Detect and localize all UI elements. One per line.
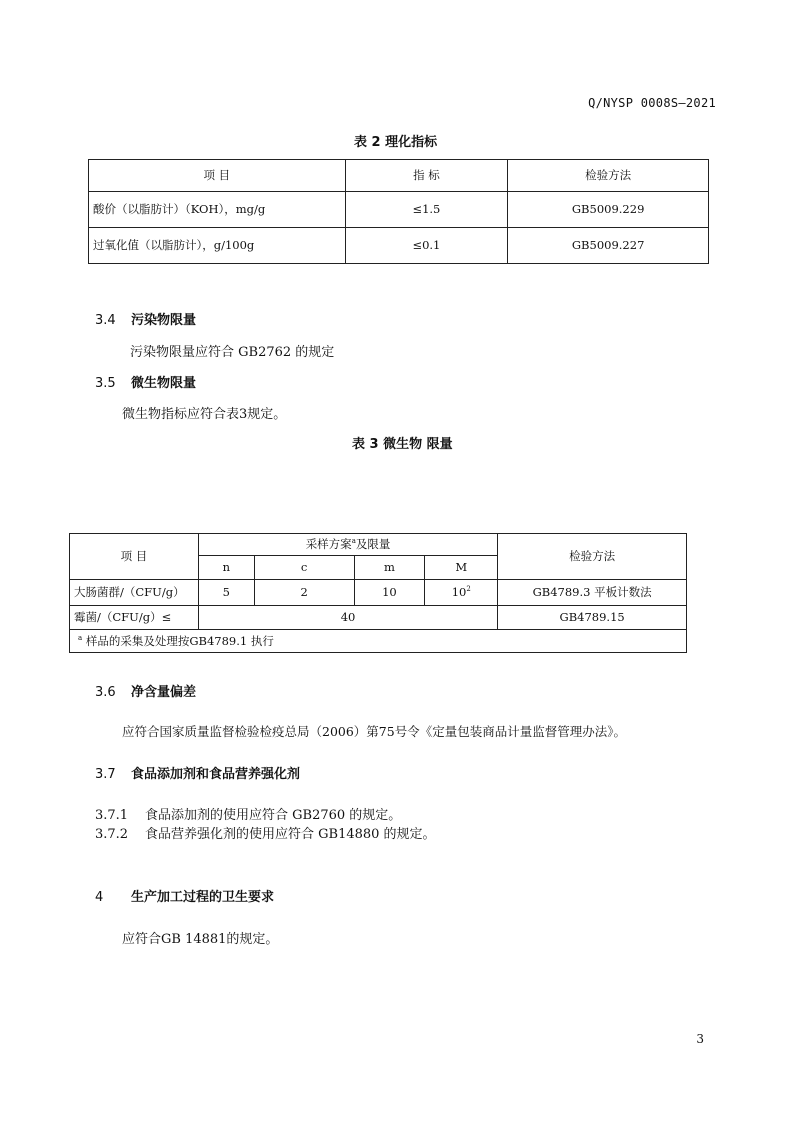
section-4-text: 应符合GB 14881的规定。 xyxy=(122,932,279,947)
M-exponent: 2 xyxy=(466,585,471,594)
table3 xyxy=(69,533,687,653)
table2-cell: ≤1.5 xyxy=(345,192,508,228)
table3-cell: GB4789.3 平板计数法 xyxy=(498,580,687,606)
table2-cell: 过氧化值（以脂肪计），g/100g xyxy=(89,228,346,264)
sampling-header-prefix: 采样方案 xyxy=(305,537,352,552)
table2-caption: 表 2 理化指标 xyxy=(354,135,438,150)
footnote-marker: a xyxy=(351,537,356,546)
section-number: 3.4 xyxy=(95,313,116,328)
section-title: 微生物限量 xyxy=(131,376,197,391)
section-4-heading xyxy=(95,886,274,905)
table3-footnote xyxy=(70,630,687,653)
clause-number: 3.7.1 xyxy=(95,808,129,823)
section-3-4-text: 污染物限量应符合 GB2762 的规定 xyxy=(130,345,335,360)
page-number: 3 xyxy=(696,1032,704,1046)
table3-subheader-m: m xyxy=(354,556,425,580)
clause-3-7-2 xyxy=(95,823,436,842)
section-3-7-heading xyxy=(95,763,300,782)
section-3-6-text: 应符合国家质量监督检验检疫总局（2006）第75号令《定量包装商品计量监督管理办法》。 xyxy=(122,724,626,739)
table3-header-sampling xyxy=(198,534,497,556)
section-title: 污染物限量 xyxy=(131,313,197,328)
M-base: 10 xyxy=(451,585,467,600)
section-3-5-heading xyxy=(95,372,196,391)
table3-cell: 10 xyxy=(354,580,425,606)
table3-cell: 40 xyxy=(198,606,497,630)
table2-cell: GB5009.229 xyxy=(508,192,709,228)
table2-header-value: 指 标 xyxy=(345,160,508,192)
section-3-6-heading xyxy=(95,681,196,700)
table3-cell: 5 xyxy=(198,580,254,606)
table3-caption: 表 3 微生物 限量 xyxy=(352,437,453,452)
section-3-5-text: 微生物指标应符合表3规定。 xyxy=(122,407,287,422)
sampling-header-suffix: 及限量 xyxy=(355,537,391,552)
table3-header-item: 项 目 xyxy=(70,534,199,580)
table2 xyxy=(88,159,709,264)
clause-number: 3.7.2 xyxy=(95,827,129,842)
table2-header-item: 项 目 xyxy=(89,160,346,192)
clause-text: 食品营养强化剂的使用应符合 GB14880 的规定。 xyxy=(145,827,436,842)
table2-header-method: 检验方法 xyxy=(508,160,709,192)
section-number: 4 xyxy=(95,890,104,905)
table2-cell: 酸价（以脂肪计）（KOH），mg/g xyxy=(89,192,346,228)
table3-subheader-c: c xyxy=(254,556,354,580)
standard-code: Q/NYSP 0008S—2021 xyxy=(588,96,716,110)
table3-subheader-M: M xyxy=(425,556,498,580)
section-number: 3.7 xyxy=(95,767,116,782)
footnote-text: 样品的采集及处理按GB4789.1 执行 xyxy=(85,633,274,648)
table3-cell xyxy=(425,580,498,606)
clause-text: 食品添加剂的使用应符合 GB2760 的规定。 xyxy=(145,808,402,823)
table2-cell: ≤0.1 xyxy=(345,228,508,264)
table3-cell: 2 xyxy=(254,580,354,606)
section-title: 净含量偏差 xyxy=(131,685,197,700)
section-number: 3.5 xyxy=(95,376,116,391)
section-number: 3.6 xyxy=(95,685,116,700)
table2-cell: GB5009.227 xyxy=(508,228,709,264)
table3-cell: GB4789.15 xyxy=(498,606,687,630)
table3-subheader-n: n xyxy=(198,556,254,580)
section-title: 生产加工过程的卫生要求 xyxy=(131,890,275,905)
section-title: 食品添加剂和食品营养强化剂 xyxy=(131,767,301,782)
section-3-4-heading xyxy=(95,309,196,328)
table3-cell: 大肠菌群/（CFU/g） xyxy=(70,580,199,606)
table3-header-method: 检验方法 xyxy=(498,534,687,580)
table3-cell: 霉菌/（CFU/g）≤ xyxy=(70,606,199,630)
footnote-marker: a xyxy=(78,633,83,642)
clause-3-7-1 xyxy=(95,804,401,823)
